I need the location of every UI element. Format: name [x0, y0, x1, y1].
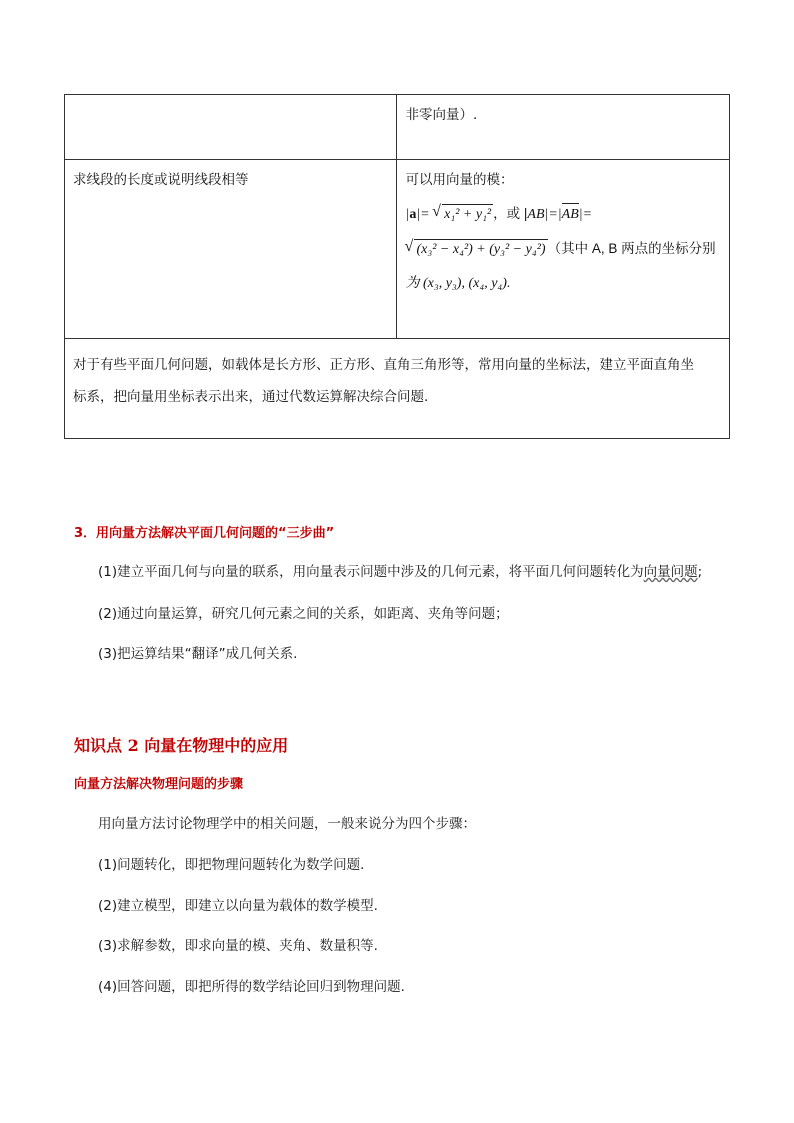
step-1-main: (1)建立平面几何与向量的联系，用向量表示问题中涉及的几何元素，将平面几何问题转化为 — [98, 564, 644, 580]
knowledge-point-2-heading: 知识点 2 向量在物理中的应用 — [74, 736, 289, 755]
formula-eq-3: |= — [578, 207, 593, 222]
text-line: 对于有些平面几何问题，如载体是长方形、正方形、直角三角形等，常用向量的坐标法，建立平面直角坐 — [73, 357, 694, 373]
step-2-text: (2)通过向量运算，研究几何元素之间的关系，如距离、夹角等问题； — [98, 606, 509, 622]
row1-right-text: 非零向量）. — [405, 107, 478, 123]
step-1-suffix: ; — [697, 564, 703, 580]
formula-line-2 — [405, 239, 721, 260]
table-row — [65, 339, 730, 439]
modulus-formula-block — [397, 160, 729, 294]
sqrt-expression-2: √ (x₃² − x₄²) + (y₃² − y₄²) — [414, 239, 547, 260]
physics-step-2: (2)建立模型，即建立以向量为载体的数学模型. — [98, 898, 378, 914]
formula-note: （其中 A, B 两点的坐标分别 — [547, 241, 716, 256]
table-cell — [65, 339, 730, 439]
formula-bar: | — [405, 207, 410, 222]
coordinate-method-text — [65, 339, 729, 413]
row2-left-text: 求线段的长度或说明线段相等 — [73, 172, 249, 188]
formula-eq-2: |=| — [544, 207, 562, 222]
table-cell — [397, 95, 730, 160]
formula-line-1 — [405, 204, 721, 225]
summary-table — [64, 94, 730, 439]
formula-AB: AB — [527, 207, 545, 222]
sqrt-expression-1: √ x₁² + y₁² — [442, 204, 493, 225]
physics-steps-subheading: 向量方法解决物理问题的步骤 — [74, 777, 244, 792]
formula-eq: |= — [416, 207, 434, 222]
physics-intro-text: 用向量方法讨论物理学中的相关问题，一般来说分为四个步骤： — [98, 816, 476, 832]
formula-or: ，或 | — [493, 206, 528, 221]
table-cell — [65, 95, 397, 160]
table-cell — [65, 160, 397, 339]
step-1-emphasis: 向量问题 — [643, 564, 698, 580]
step-1-text — [98, 560, 702, 580]
step-3-text: (3)把运算结果“翻译”成几何关系. — [98, 646, 298, 662]
table-row — [65, 160, 730, 339]
formula-intro: 可以用向量的模： — [405, 172, 514, 188]
physics-step-1: (1)问题转化，即把物理问题转化为数学问题. — [98, 857, 365, 873]
table-cell — [397, 160, 730, 339]
section-3-heading: 3．用向量方法解决平面几何问题的“三步曲” — [74, 526, 335, 541]
formula-line-3: 为 (x₃, y₃), (x₄, y₄). — [405, 276, 511, 291]
physics-step-3: (3)求解参数，即求向量的模、夹角、数量积等. — [98, 938, 378, 954]
text-line: 标系，把向量用坐标表示出来，通过代数运算解决综合问题. — [73, 389, 429, 405]
physics-step-4: (4)回答问题，即把所得的数学结论回归到物理问题. — [98, 979, 405, 995]
table-row — [65, 95, 730, 160]
formula-vector-AB: AB — [562, 205, 579, 225]
formula-vector-a: a — [409, 207, 417, 222]
